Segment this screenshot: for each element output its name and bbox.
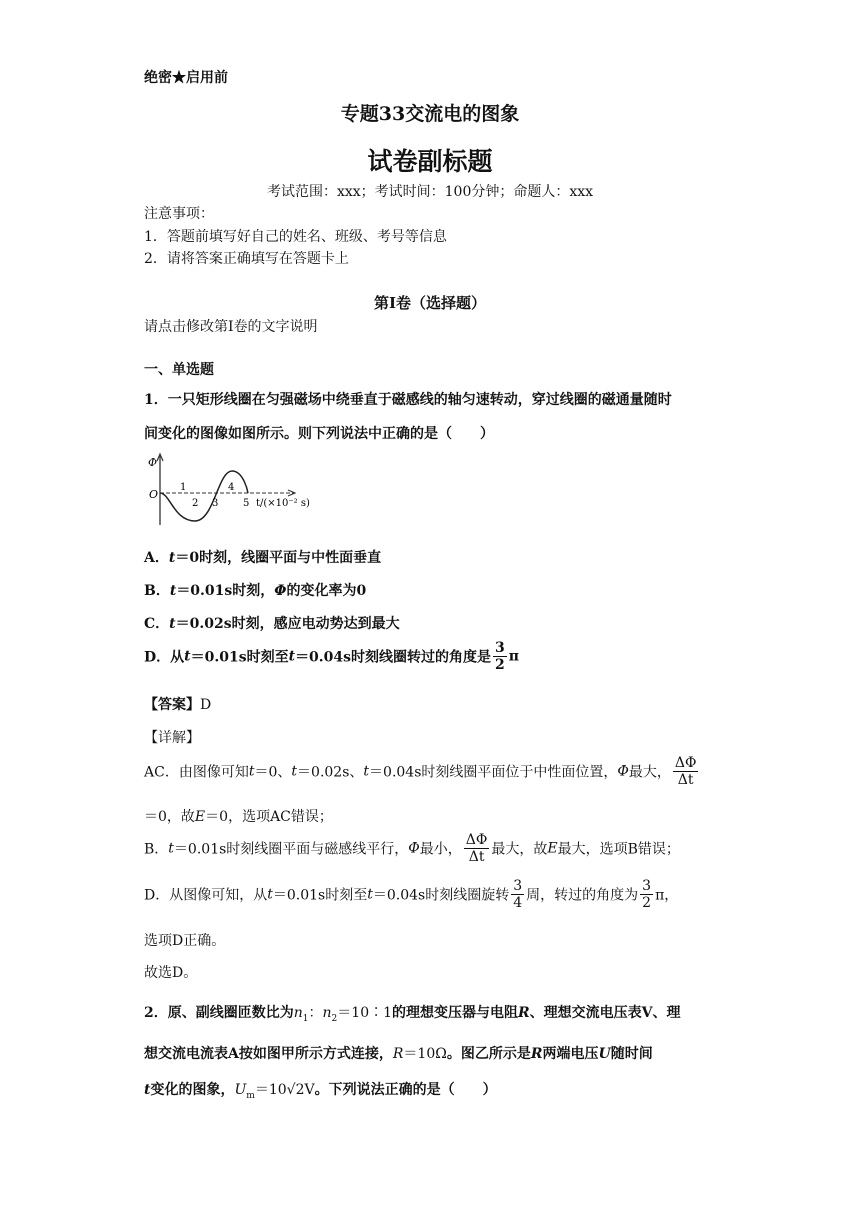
fraction-3-2-b: $\frac{3}{2}$ — [642, 878, 652, 912]
graph-y-label: Φ — [148, 456, 158, 469]
q1-stem-line2: 间变化的图像如图所示。则下列说法中正确的是（ ） — [144, 426, 494, 442]
notice-item-2: 2．请将答案正确填写在答题卡上 — [144, 251, 349, 267]
explain-ac-line2: ＝0，故E＝0，选项AC错误； — [144, 809, 333, 825]
q2-stem-line2: 想交流电流表A按如图甲所示方式连接，R＝10Ω。图乙所示是R两端电压U随时间 — [144, 1046, 653, 1062]
q2-stem-line1: 2．原、副线圈匝数比为$n_1$：$n_2=10∶1$的理想变压器与电阻R、理想交流电压表V、理 — [144, 1005, 681, 1024]
graph-tick-3: 3 — [212, 498, 219, 509]
q1-option-a[interactable]: A．t＝0时刻，线圈平面与中性面垂直 — [144, 550, 382, 566]
detail-label: 【详解】 — [144, 730, 200, 746]
fraction-dphi-dt: $\frac{\Delta\Phi}{\Delta t}$ — [674, 755, 697, 789]
explain-d-line1: D．从图像可知，从t＝0.01s时刻至t＝0.04s时刻线圈旋转 $\frac{3}{4}$ 周，转过的角度为 $\frac{3}{2}$ π， — [144, 878, 679, 912]
q1-stem-line1: 1．一只矩形线圈在匀强磁场中绕垂直于磁感线的轴匀速转动，穿过线圈的磁通量随时 — [144, 392, 672, 408]
document-title: 专题33交流电的图象 — [340, 103, 520, 125]
fraction-3-2: $\frac{3}{2}$ — [495, 640, 505, 674]
flux-time-graph — [144, 452, 324, 528]
q1-option-c[interactable]: C．t＝0.02s时刻，感应电动势达到最大 — [144, 616, 400, 632]
fraction-dphi-dt-b: $\frac{\Delta\Phi}{\Delta t}$ — [465, 832, 488, 866]
exam-info: 考试范围：xxx；考试时间：100分钟；命题人：xxx — [266, 184, 594, 200]
graph-origin: O — [149, 488, 159, 501]
q1-option-b[interactable]: B．t＝0.01s时刻，Φ的变化率为0 — [144, 583, 367, 599]
graph-tick-5: 5 — [243, 498, 250, 509]
answer-line: 【答案】D — [144, 697, 212, 713]
part-heading: 一、单选题 — [144, 362, 214, 378]
fraction-3-4: $\frac{3}{4}$ — [513, 878, 523, 912]
q1-option-d[interactable]: D．从t＝0.01s时刻至t＝0.04s时刻线圈转过的角度是 $\frac{3}{2}$ π — [144, 640, 520, 674]
q2-stem-line3: t变化的图象，$U_m=10√2V$。下列说法正确的是（ ） — [144, 1082, 497, 1101]
flux-curve — [160, 471, 248, 521]
section-description[interactable]: 请点击修改第I卷的文字说明 — [144, 319, 318, 335]
graph-tick-4: 4 — [228, 482, 235, 493]
graph-tick-2: 2 — [192, 498, 199, 509]
explain-conclusion: 故选D。 — [144, 965, 198, 981]
graph-x-label: t/(×10⁻² s) — [256, 498, 310, 509]
document-subtitle: 试卷副标题 — [367, 147, 493, 176]
notice-heading: 注意事项： — [144, 206, 214, 222]
explain-d-line2: 选项D正确。 — [144, 933, 226, 949]
explain-ac-line1: AC．由图像可知t＝0、t＝0.02s、t＝0.04s时刻线圈平面位于中性面位置，Φ最大， $\frac{\Delta\Phi}{\Delta t}$ — [144, 755, 697, 789]
secret-mark: 绝密★启用前 — [144, 70, 228, 86]
graph-tick-1: 1 — [180, 482, 187, 493]
explain-b: B．t＝0.01s时刻线圈平面与磁感线平行，Φ最小， $\frac{\Delta\Phi}{\Delta t}$ 最大，故E最大，选项B错误； — [144, 832, 680, 866]
notice-item-1: 1．答题前填写好自己的姓名、班级、考号等信息 — [144, 229, 447, 245]
section-title: 第I卷（选择题） — [373, 294, 487, 312]
